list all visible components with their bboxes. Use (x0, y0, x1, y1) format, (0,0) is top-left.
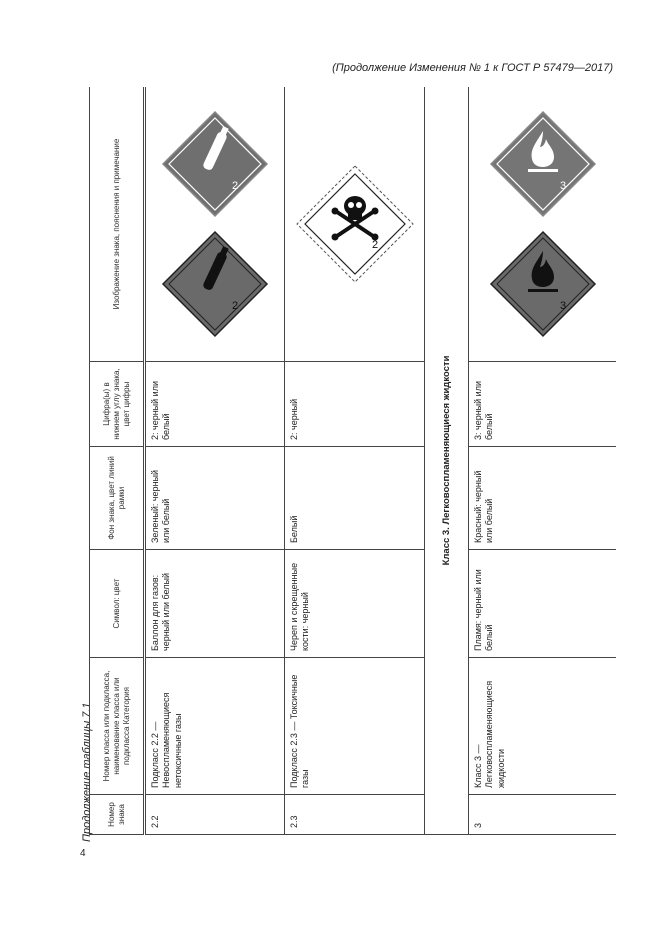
table-caption: Продолжение таблицы 7.1 (81, 702, 93, 842)
digit-color: 2: черный (285, 362, 425, 447)
section-title: Класс 3. Легковоспламеняющиеся жидкости (425, 87, 469, 835)
table-frame (89, 87, 616, 835)
sign-images (285, 87, 425, 362)
col-header-background: Фон знака, цвет линий рамки (90, 447, 145, 550)
table-header-row (90, 87, 145, 835)
col-header-image: Изображение знака, пояснения и примечание (90, 87, 145, 362)
background-color: Красный: черный или белый (469, 447, 617, 550)
col-header-number: Номер знака (90, 795, 145, 835)
toxic-gas-sign (295, 164, 415, 284)
col-header-digit: Цифра(ы) в нижнем углу знака, цвет цифры (90, 362, 145, 447)
sign-number: 2.3 (285, 795, 425, 835)
table-row (285, 87, 425, 835)
class-name: Класс 3 — Легковоспламеняющиеся жидкости (469, 658, 617, 795)
symbol-color: Пламя: черный или белый (469, 550, 617, 658)
flame-sign-light (488, 109, 598, 219)
page-number: 4 (80, 848, 86, 859)
class-name: Подкласс 2.3 — Токсичные газы (285, 658, 425, 795)
symbol-color: Баллон для газов: черный или белый (145, 550, 285, 658)
gas-cylinder-sign-light (160, 109, 270, 219)
digit-color: 3: черный или белый (469, 362, 617, 447)
col-header-symbol: Символ: цвет (90, 550, 145, 658)
flame-sign-dark (488, 229, 598, 339)
rotated-table-container (89, 87, 616, 835)
hazard-sign-table (89, 87, 616, 835)
svg-text:2: 2 (231, 300, 239, 313)
digit-color: 2: черный или белый (145, 362, 285, 447)
svg-text:3: 3 (559, 300, 566, 313)
sign-images (469, 87, 617, 362)
gas-cylinder-sign-dark (160, 229, 270, 339)
background-color: Зеленый: черный или белый (145, 447, 285, 550)
table-row (145, 87, 285, 835)
header-note: (Продолжение Изменения № 1 к ГОСТ Р 57479—2017) (332, 62, 613, 74)
sign-images (145, 87, 285, 362)
col-header-class: Номер класса или подкласса, наименование класса или подкласса Категория (90, 658, 145, 795)
background-color: Белый (285, 447, 425, 550)
table-row (469, 87, 617, 835)
sign-number: 3 (469, 795, 617, 835)
symbol-color: Череп и скрещенные кости: черный (285, 550, 425, 658)
section-row (425, 87, 469, 835)
class-name: Подкласс 2.2 — Невоспламеняющиеся нетоксичные газы (145, 658, 285, 795)
svg-text:2: 2 (231, 179, 239, 192)
svg-text:2: 2 (371, 239, 378, 251)
svg-text:3: 3 (559, 179, 566, 192)
sign-number: 2.2 (145, 795, 285, 835)
